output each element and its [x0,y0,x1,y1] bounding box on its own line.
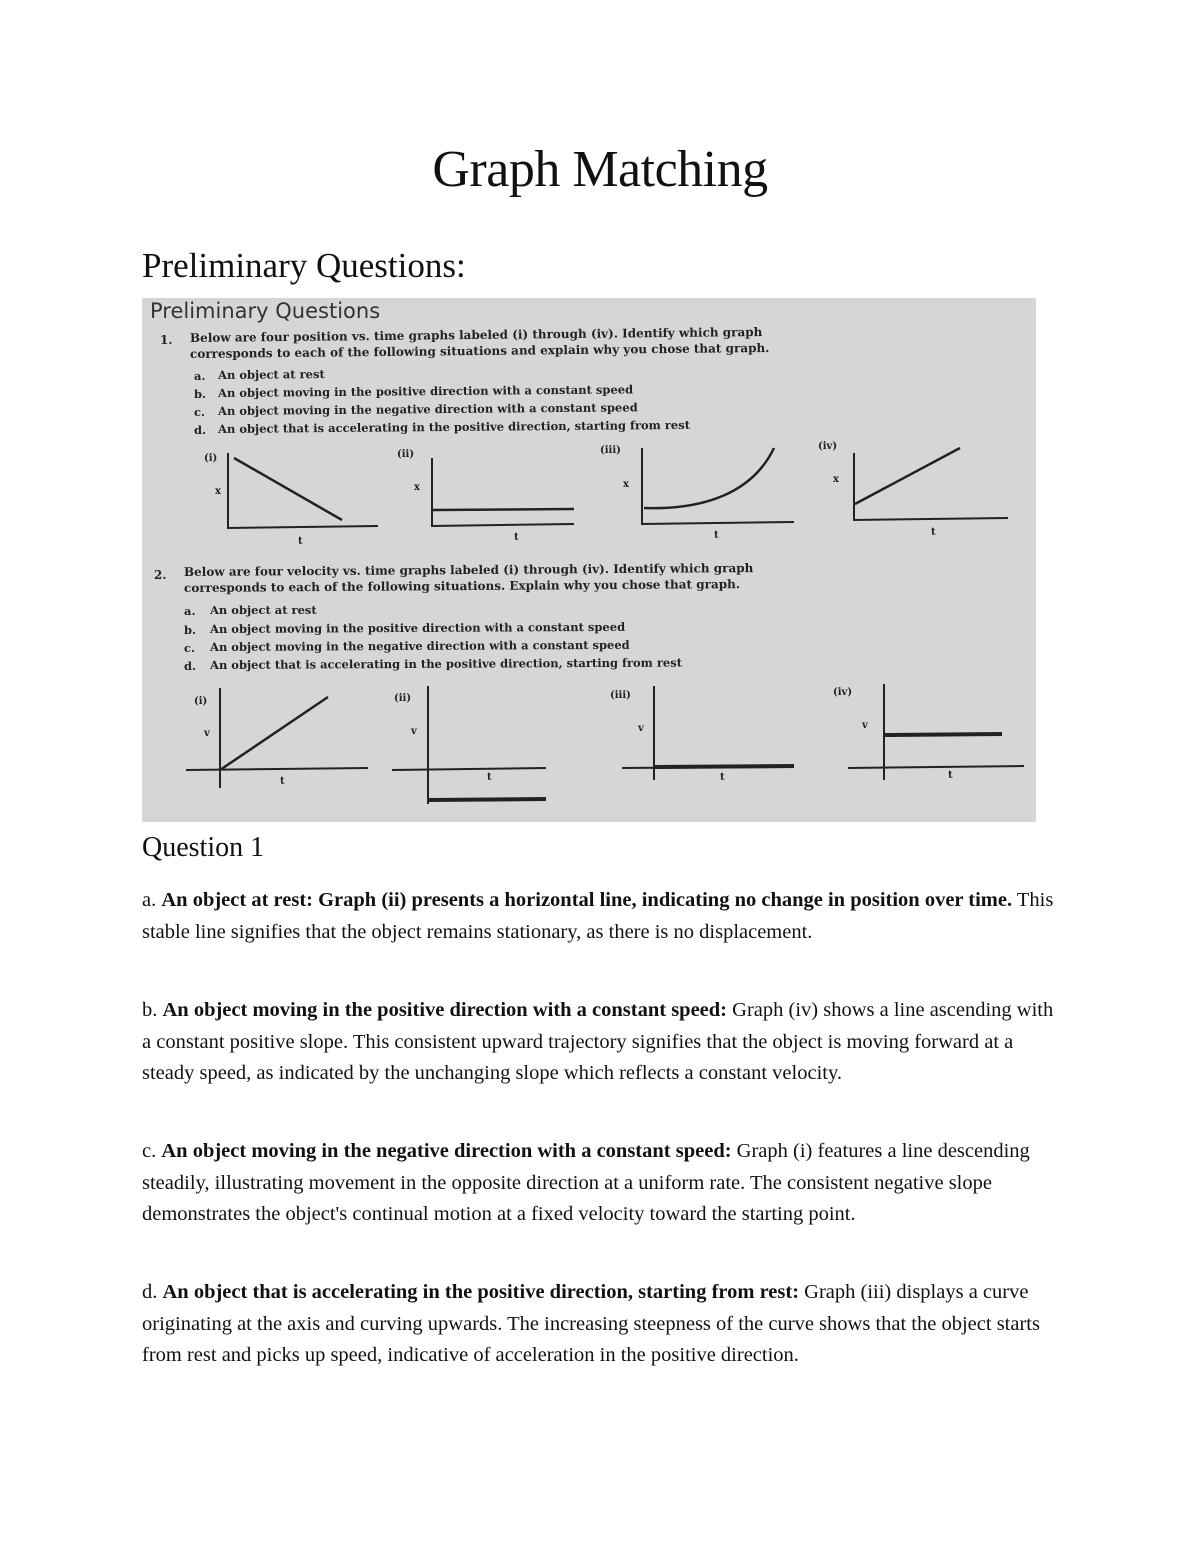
scan-q1-axis-t-label-2: t [514,532,519,543]
scan-q2-axis-t-label-2: t [487,772,492,783]
scan-q1-number: 1. [160,333,173,347]
answer-c-prefix: c. [142,1140,162,1162]
answer-d-bold: An object that is accelerating in the positive direction, starting from rest: [162,1281,800,1303]
scan-q1-line2: corresponds to each of the following situations and explain why you chose that graph. [189,340,770,361]
scan-q2-axis-t-label-3: t [720,772,725,783]
q2-graph-i-line [220,697,328,770]
q1-graph-iv [854,448,1008,520]
scan-heading: Preliminary Questions [150,299,381,323]
question-heading: Question 1 [142,832,265,863]
q1-graph-ii-axes [432,458,574,526]
q2-graph-iv-line [884,734,1002,735]
answer-b-prefix: b. [142,999,163,1021]
answer-a [142,885,1062,948]
scan-q1-graph-label-iv: (iv) [818,441,838,452]
q2-graph-iv-t-axis [848,766,1024,768]
q1-graph-iii-curve [644,448,774,508]
scan-q1-option-d: An object that is accelerating in the positive direction, starting from rest [217,417,691,436]
scan-q1-axis-x-label-2: x [414,482,420,493]
q2-graph-i [186,688,368,788]
scan-q1-axis-t-label-4: t [931,527,936,538]
answer-b [142,995,1062,1090]
scan-q2-option-d: An object that is accelerating in the positive direction, starting from rest [209,655,683,672]
scan-q2-line2: corresponds to each of the following situations. Explain why you chose that graph. [183,577,741,595]
answer-a-text: This stable line signifies that the object remains stationary, as there is no displacement. [142,889,1054,943]
q2-graph-ii-line [428,799,546,800]
answer-a-bold: An object at rest: Graph (ii) presents a horizontal line, indicating no change in position over time. [161,889,1013,911]
answer-d-prefix: d. [142,1281,163,1303]
q1-graph-i-line [234,458,342,520]
scan-q1-line1: Below are four position vs. time graphs labeled (i) through (iv). Identify which graph [189,325,763,345]
q1-graph-ii [432,458,574,526]
scan-q2-axis-v-label-1: v [204,728,210,739]
scan-q2-graph-label-i: (i) [194,696,208,707]
answer-c-bold: An object moving in the negative direction with a constant speed: [161,1140,732,1162]
scan-q1-graph-label-ii: (ii) [397,449,415,460]
q1-graph-ii-line [433,509,574,510]
scan-q1-option-a: An object at rest [217,367,325,382]
q1-graph-iv-line [855,448,960,504]
answer-a-prefix: a. [142,889,162,911]
scan-q2-axis-t-label-4: t [948,770,953,781]
scan-q2-axis-v-label-2: v [411,726,417,737]
scan-q1-axis-x-label-4: x [833,474,839,485]
q2-graph-i-t-axis [186,768,368,770]
scan-q1-option-d-letter: d. [194,423,207,437]
scan-q2-option-b-letter: b. [184,623,197,637]
answer-d-text: Graph (iii) displays a curve originating at the axis and curving upwards. The increasing steepness of the curve shows that the object starts from rest and picks up speed, indicative of acceleration in the positive direction. [142,1281,1040,1366]
q1-graph-iii-axes [642,448,794,524]
scan-q1-option-b: An object moving in the positive direction with a constant speed [217,382,634,400]
scan-graphs-drawing [142,298,1036,822]
answer-c [142,1136,1062,1231]
q1-graph-i [228,453,378,528]
scan-q2-axis-t-label-1: t [280,776,285,787]
scan-q2-axis-v-label-4: v [862,720,868,731]
scan-q2-graph-label-ii: (ii) [394,693,412,704]
scan-q1-option-a-letter: a. [194,369,206,383]
q2-graph-iii-line [654,766,794,767]
q1-graph-i-axes [228,453,378,528]
scan-q1-axis-t-label-1: t [298,536,303,547]
scan-q2-option-c-letter: c. [184,641,196,655]
answer-c-text: Graph (i) features a line descending steadily, illustrating movement in the opposite direction at a uniform rate. The consistent negative slope demonstrates the object's continual motion at a fixed velocity toward the starting point. [142,1140,1030,1225]
scan-q2-graph-label-iii: (iii) [610,690,631,701]
answer-d [142,1277,1062,1372]
scan-q1-axis-x-label-1: x [215,486,221,497]
scan-q2-option-a: An object at rest [210,603,317,617]
scan-q2-option-a-letter: a. [184,604,196,618]
scan-q1-option-c: An object moving in the negative direction with a constant speed [217,400,638,418]
q2-graph-ii [392,686,546,804]
scan-q2-option-d-letter: d. [184,659,197,673]
scan-q1-graph-label-iii: (iii) [600,445,621,456]
scan-q1-option-b-letter: b. [194,387,207,401]
q2-graph-iv [848,684,1024,780]
q1-graph-iii [642,448,794,524]
q2-graph-iii [622,686,794,780]
scan-q2-option-b: An object moving in the positive direction with a constant speed [209,619,626,636]
scan-q2-number: 2. [154,568,167,582]
page-title: Graph Matching [432,141,768,198]
scan-q2-axis-v-label-3: v [638,723,644,734]
scan-q1-option-c-letter: c. [194,405,206,419]
section-heading: Preliminary Questions: [142,246,466,285]
scan-q2-graph-label-iv: (iv) [833,687,853,698]
scan-q1-axis-t-label-3: t [714,530,719,541]
answer-b-bold: An object moving in the positive direction with a constant speed: [162,999,728,1021]
scan-q1-axis-x-label-3: x [623,479,629,490]
answer-b-text: Graph (iv) shows a line ascending with a constant positive slope. This consistent upward trajectory signifies that the object is moving forward at a steady speed, as indicated by the unchanging slope which reflects a constant velocity. [142,999,1054,1084]
scan-q1-graph-label-i: (i) [204,453,218,464]
scan-q2-option-c: An object moving in the negative direction with a constant speed [209,637,630,654]
scanned-worksheet-image [142,298,1036,822]
q2-graph-ii-t-axis [392,768,546,770]
scan-q2-line1: Below are four velocity vs. time graphs labeled (i) through (iv). Identify which graph [183,561,754,579]
